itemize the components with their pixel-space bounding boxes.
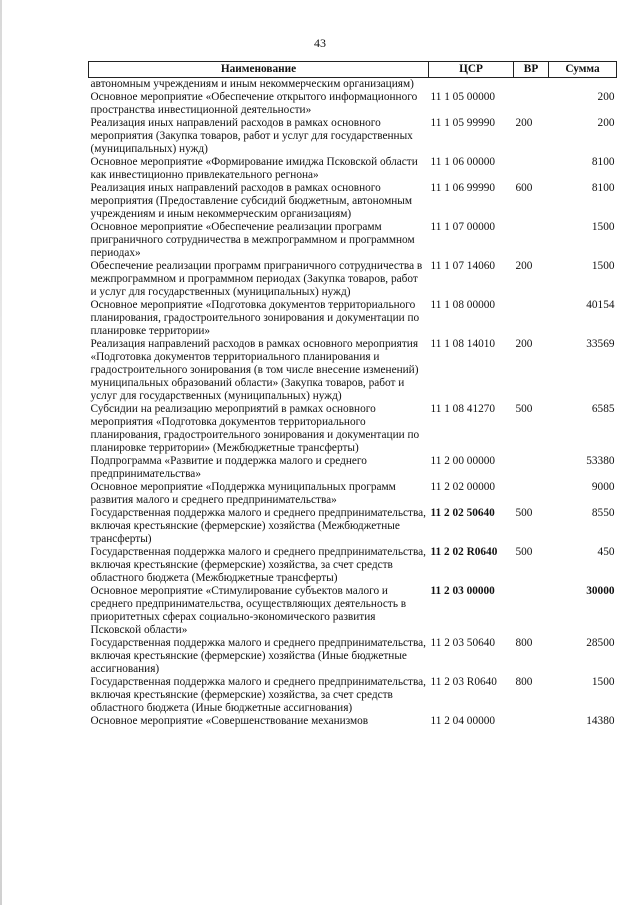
budget-table xyxy=(88,61,617,728)
row-sum: 450 xyxy=(597,546,615,558)
row-name: Основное мероприятие «Обеспечение реализации программ приграничного сотрудничества в межпрограммном и программном периодах» xyxy=(90,221,415,259)
row-name: Основное мероприятие «Совершенствование механизмов xyxy=(90,715,369,727)
row-csr xyxy=(429,78,514,92)
table-row xyxy=(89,481,617,507)
row-sum: 200 xyxy=(597,91,615,103)
table-row xyxy=(89,637,617,676)
row-vr: 500 xyxy=(515,546,533,558)
row-name: автономным учреждениям и иным некоммерческим организациям) xyxy=(90,78,414,90)
row-csr: 11 1 06 99990 xyxy=(430,182,496,194)
page-number: 43 xyxy=(314,36,326,50)
row-name: Реализация иных направлений расходов в рамках основного мероприятия (Закупка товаров, работ и услуг для государственных (муниципальных) нужд) xyxy=(90,117,413,155)
table-row xyxy=(89,403,617,455)
row-csr: 11 1 08 14010 xyxy=(430,338,496,350)
table-row xyxy=(89,260,617,299)
row-csr: 11 2 00 00000 xyxy=(430,455,496,467)
row-vr xyxy=(514,715,549,728)
row-vr xyxy=(514,299,549,338)
row-csr: 11 1 08 00000 xyxy=(430,299,496,311)
row-vr: 200 xyxy=(515,338,533,350)
row-sum: 30000 xyxy=(586,585,615,597)
row-vr xyxy=(514,221,549,260)
row-sum xyxy=(549,78,617,92)
row-vr: 200 xyxy=(515,117,533,129)
row-csr: 11 1 08 41270 xyxy=(430,403,496,415)
row-sum: 9000 xyxy=(591,481,615,493)
row-sum: 53380 xyxy=(586,455,615,467)
row-sum: 1500 xyxy=(591,676,615,688)
table-row xyxy=(89,507,617,546)
row-csr: 11 2 04 00000 xyxy=(430,715,496,727)
table-row xyxy=(89,676,617,715)
row-csr: 11 2 02 50640 xyxy=(430,507,495,519)
header-vr: ВР xyxy=(514,62,549,78)
header-csr: ЦСР xyxy=(429,62,514,78)
row-csr: 11 1 05 00000 xyxy=(430,91,496,103)
row-sum: 8100 xyxy=(591,156,615,168)
row-vr: 500 xyxy=(515,507,533,519)
header-name: Наименование xyxy=(89,62,429,78)
table-row xyxy=(89,299,617,338)
row-csr: 11 2 02 R0640 xyxy=(430,546,498,558)
row-vr: 200 xyxy=(515,260,533,272)
row-csr: 11 2 03 50640 xyxy=(430,637,496,649)
row-sum: 33569 xyxy=(586,338,615,350)
row-name: Основное мероприятие «Формирование имиджа Псковской области как инвестиционно привлекательного регнона» xyxy=(90,156,418,181)
table-row xyxy=(89,78,617,92)
row-vr xyxy=(514,91,549,117)
header-sum: Сумма xyxy=(549,62,617,78)
row-sum: 28500 xyxy=(586,637,615,649)
row-name: Государственная поддержка малого и среднего предпринимательства, включая крестьянские (фермерские) хозяйства, за счет средств областного бюджета (Межбюджетные трансферты) xyxy=(90,546,426,584)
table-row xyxy=(89,546,617,585)
row-sum: 8550 xyxy=(591,507,615,519)
row-name: Подпрограмма «Развитие и поддержка малого и среднего предпринимательства» xyxy=(90,455,367,480)
row-sum: 8100 xyxy=(591,182,615,194)
row-vr xyxy=(514,78,549,92)
row-csr: 11 1 06 00000 xyxy=(430,156,496,168)
table-row xyxy=(89,455,617,481)
row-vr: 800 xyxy=(515,637,533,649)
row-name: Государственная поддержка малого и среднего предпринимательства, включая крестьянские (фермерские) хозяйства (Иные бюджетные ассигнования) xyxy=(90,637,426,675)
table-row xyxy=(89,338,617,403)
row-csr: 11 1 07 14060 xyxy=(430,260,496,272)
row-name: Реализация иных направлений расходов в рамках основного мероприятия (Предоставление субсидий бюджетным, автономным учреждениям и иным некоммерческим организациям) xyxy=(90,182,413,220)
row-name: Основное мероприятие «Подготовка документов территориального планирования, градостроительного зонирования и документации по планировке территории» xyxy=(90,299,420,337)
row-vr xyxy=(514,455,549,481)
row-vr xyxy=(514,481,549,507)
table-row xyxy=(89,156,617,182)
row-sum: 6585 xyxy=(591,403,615,415)
table-row xyxy=(89,182,617,221)
row-name: Государственная поддержка малого и среднего предпринимательства, включая крестьянские (фермерские) хозяйства, за счет средств областного бюджета (Иные бюджетные ассигнования) xyxy=(90,676,426,714)
row-sum: 14380 xyxy=(586,715,615,727)
row-sum: 40154 xyxy=(586,299,615,311)
row-csr: 11 1 07 00000 xyxy=(430,221,496,233)
row-name: Основное мероприятие «Обеспечение открытого информационного пространства инвестиционной деятельности» xyxy=(90,91,418,116)
row-name: Субсидии на реализацию мероприятий в рамках основного мероприятия «Подготовка документов территориального планирования, градостроительного зонирования и документации по планировке территории» (Межбюджетные трансферты) xyxy=(90,403,420,454)
row-name: Обеспечение реализации программ приграничного сотрудничества в межпрограммном и программном периодах (Закупка товаров, работ и услуг для государственных (муниципальных) нужд) xyxy=(90,260,423,298)
row-vr xyxy=(514,156,549,182)
table-row xyxy=(89,91,617,117)
row-name: Основное мероприятие «Стимулирование субъектов малого и среднего предпринимательства, осуществляющих деятельность в приоритетных сферах социально-экономического развития Псковской области» xyxy=(90,585,407,636)
table-row xyxy=(89,221,617,260)
table-row xyxy=(89,117,617,156)
row-vr: 800 xyxy=(515,676,533,688)
row-sum: 1500 xyxy=(591,221,615,233)
row-name: Основное мероприятие «Поддержка муниципальных программ развития малого и среднего предпринимательства» xyxy=(90,481,396,506)
row-csr: 11 1 05 99990 xyxy=(430,117,496,129)
row-vr: 500 xyxy=(515,403,533,415)
scan-edge xyxy=(0,0,2,905)
table-header-row xyxy=(89,62,617,78)
table-row xyxy=(89,585,617,637)
row-vr: 600 xyxy=(515,182,533,194)
row-name: Государственная поддержка малого и среднего предпринимательства, включая крестьянские (фермерские) хозяйства (Межбюджетные трансферты) xyxy=(90,507,426,545)
table-row xyxy=(89,715,617,728)
row-csr: 11 2 02 00000 xyxy=(430,481,496,493)
row-sum: 200 xyxy=(597,117,615,129)
row-vr xyxy=(514,585,549,637)
row-csr: 11 2 03 00000 xyxy=(430,585,495,597)
row-name: Реализация направлений расходов в рамках основного мероприятия «Подготовка документов территориального планирования и градостроительного зонирования (в том числе внесение изменений) муниципальных образований области» (Закупка товаров, работ и услуг для государственных (муниципальных) нужд) xyxy=(90,338,419,402)
row-csr: 11 2 03 R0640 xyxy=(430,676,497,688)
row-sum: 1500 xyxy=(591,260,615,272)
